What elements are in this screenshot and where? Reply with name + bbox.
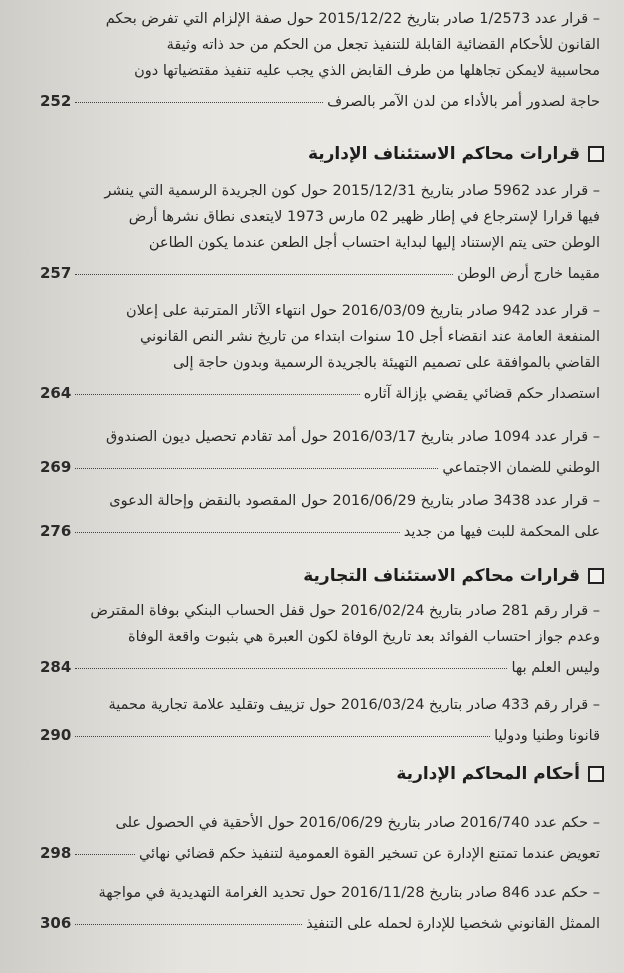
entry-end [40,836,600,862]
entry-end [40,450,600,476]
entry-line: – قرار رقم 281 صادر بتاريخ 2016/02/24 حول قفل الحساب البنكي بوفاة المقترض [90,603,600,619]
page-number: 290 [40,726,72,744]
entry-line: محاسبية لايمكن تجاهلها من طرف القابض الذي يجب عليه تنفيذ مقتضياتها دون [134,63,600,79]
entry-11 [40,880,600,932]
entry-end [40,256,600,282]
leader-dots [75,468,438,469]
checkbox-icon [588,568,604,584]
entry-end-text: وليس العلم بها [511,660,600,676]
entry-line: – قرار عدد 1/2573 صادر بتاريخ 2015/12/22 حول صفة الإلزام التي تفرض بحكم [105,11,600,27]
entry-4 [40,424,600,476]
page-number: 298 [40,844,72,862]
entry-end [40,650,600,676]
entry-1 [40,6,600,110]
entry-5 [40,488,600,540]
section-heading [396,764,604,784]
page-number: 269 [40,458,72,476]
section-heading [303,566,604,586]
entry-end-text: تعويض عندما تمتنع الإدارة عن تسخير القوة العمومية لتنفيذ حكم قضائي نهائي [138,846,600,862]
entry-end-text: على المحكمة للبت فيها من جديد [403,524,600,540]
leader-dots [75,532,399,533]
entry-end [40,376,600,402]
leader-dots [75,274,453,275]
leader-dots [75,668,507,669]
leader-dots [75,102,323,103]
entry-line: – حكم عدد 2016/740 صادر بتاريخ 2016/06/29 حول الأحقية في الحصول على [115,815,600,831]
entry-7 [40,598,600,676]
entry-line: – قرار رقم 433 صادر بتاريخ 2016/03/24 حول تزييف وتقليد علامة تجارية محمية [108,697,600,713]
page-number: 284 [40,658,72,676]
entry-line: – قرار عدد 942 صادر بتاريخ 2016/03/09 حول انتهاء الآثار المترتبة على إعلان [126,303,600,319]
entry-line: – قرار عدد 3438 صادر بتاريخ 2016/06/29 حول المقصود بالنقض وإحالة الدعوى [109,493,600,509]
entry-8 [40,692,600,744]
entry-end-text: استصدار حكم قضائي يقضي بإزالة آثاره [363,386,600,402]
entry-end-text: حاجة لصدور أمر بالأداء من لدن الآمر بالصرف [327,94,600,110]
entry-end-text: قانونا وطنيا ودوليا [494,728,600,744]
section-heading-text: أحكام المحاكم الإدارية [396,764,580,784]
entry-line: وعدم جواز احتساب الفوائد بعد تاريخ الوفاة لكون العبرة هي بثبوت واقعة الوفاة [128,629,600,645]
entry-line: فيها قرارا لإسترجاع في إطار ظهير 02 مارس 1973 لايتعدى نطاق نشرها أرض [128,209,600,225]
entry-line: – قرار عدد 1094 صادر بتاريخ 2016/03/17 حول أمد تقادم تحصيل ديون الصندوق [106,429,600,445]
entry-line: الوطن حتى يتم الإستناد إليها لبداية احتساب أجل الطعن عندما يكون الطاعن [148,235,600,251]
page-number: 252 [40,92,72,110]
leader-dots [75,924,302,925]
page-number: 306 [40,914,72,932]
entry-10 [40,810,600,862]
page-number: 276 [40,522,72,540]
entry-end [40,718,600,744]
leader-dots [75,394,359,395]
entry-2 [40,178,600,282]
entry-end-text: مقيما خارج أرض الوطن [457,266,600,282]
section-heading-text: قرارات محاكم الاستئناف الإدارية [307,144,580,164]
entry-end-text: الممثل القانوني شخصيا للإدارة لحمله على التنفيذ [306,916,600,932]
entry-end [40,906,600,932]
page-number: 257 [40,264,72,282]
entry-line: القاضي بالموافقة على تصميم التهيئة بالجريدة الرسمية وبدون حاجة إلى [172,355,600,371]
entry-3 [40,298,600,402]
entry-line: – حكم عدد 846 صادر بتاريخ 2016/11/28 حول تحديد الغرامة التهديدية في مواجهة [98,885,600,901]
page-number: 264 [40,384,72,402]
entry-end [40,514,600,540]
section-heading [308,144,604,164]
leader-dots [75,854,135,855]
entry-line: القانون للأحكام القضائية القابلة للتنفيذ تجعل من الحكم من حد ذاته وثيقة [166,37,600,53]
entry-line: – قرار عدد 5962 صادر بتاريخ 2015/12/31 حول كون الجريدة الرسمية التي ينشر [104,183,600,199]
checkbox-icon [588,766,604,782]
leader-dots [75,736,490,737]
entry-end [40,84,600,110]
entry-line: المنفعة العامة عند انقضاء أجل 10 سنوات ابتداء من تاريخ نشر النص القانوني [140,329,600,345]
section-heading-text: قرارات محاكم الاستئناف التجارية [303,566,580,586]
checkbox-icon [588,146,604,162]
entry-end-text: الوطني للضمان الاجتماعي [442,460,600,476]
